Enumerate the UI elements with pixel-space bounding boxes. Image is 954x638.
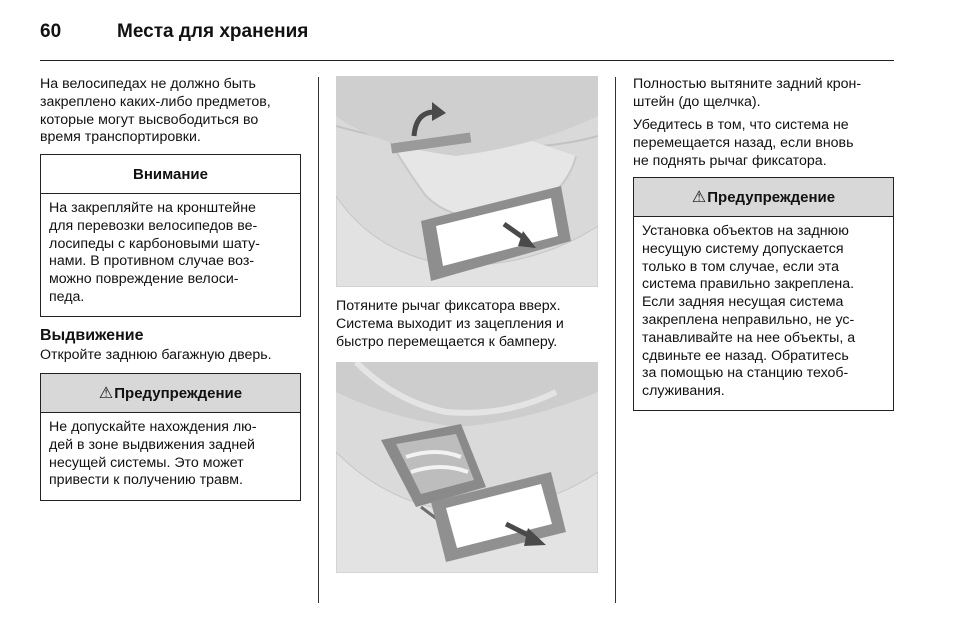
text-line: Убедитесь в том, что система не [633,117,849,133]
text-line: служивания. [642,383,725,400]
text-line: танавливайте на нее объекты, а [642,329,856,346]
paragraph-check [633,117,895,170]
text-line: несущую систему допускается [642,240,844,257]
text-line: Если задняя несущая система [642,294,844,311]
section-heading: Выдвижение [40,327,144,344]
warning-body [41,413,300,490]
text-line: педа. [49,288,85,305]
text-line: закреплена неправильно, не ус- [642,311,855,328]
text-line: Не допускайте нахождения лю- [49,419,257,435]
caution-title: Внимание [41,155,300,194]
column-divider-1 [318,77,319,603]
text-line: быстро перемещается к бамперу. [336,333,558,350]
text-line: На велосипедах не должно быть [40,76,256,92]
warning-triangle-icon: ⚠ [98,385,114,402]
figure-carrier-extend [336,362,598,573]
text-line: только в том случае, если эта [642,258,839,275]
caution-body [41,194,300,307]
warning-triangle-icon: ⚠ [691,189,707,206]
text-line: штейн (до щелчка). [633,93,761,110]
warning-header [41,374,300,413]
text-line: для перевозки велосипедов ве- [49,217,258,234]
text-line: сдвиньте ее назад. Обратитесь [642,347,849,364]
warning-title: Предупреждение [114,384,243,402]
text-line: Установка объектов на заднюю [642,223,849,239]
section-text: Откройте заднюю багажную дверь. [40,347,272,363]
paragraph-extend [633,76,895,112]
text-line: перемещается назад, если вновь [633,134,854,151]
text-line: несущей системы. Это может [49,454,244,471]
text-line: На закрепляйте на кронштейне [49,200,256,216]
text-line: Система выходит из зацепления и [336,315,564,332]
page-number: 60 [40,21,62,42]
figure-lever-pull-up [336,76,598,287]
warning-box-left [40,373,301,501]
caution-box [40,154,301,317]
text-line: закреплено каких-либо предметов, [40,93,271,110]
column-divider-2 [615,77,616,603]
text-line: которые могут высвободиться во [40,111,259,128]
text-line: можно повреждение велоси- [49,271,239,288]
text-line: Полностью вытяните задний крон- [633,76,862,92]
text-line: привести к получению травм. [49,472,243,489]
text-line: не поднять рычаг фиксатора. [633,152,827,169]
text-line: нами. В противном случае воз- [49,253,255,270]
text-line: дей в зоне выдвижения задней [49,436,255,453]
intro-paragraph [40,76,310,147]
text-line: система правильно закреплена. [642,276,855,293]
text-line: Потяните рычаг фиксатора вверх. [336,298,561,314]
text-line: лосипеды с карбоновыми шату- [49,235,260,252]
figure-caption [336,298,606,351]
warning-body [634,217,893,401]
text-line: время транспортировки. [40,129,201,146]
text-line: за помощью на станцию техоб- [642,365,849,382]
warning-title: Предупреждение [707,188,836,206]
header-rule [40,60,894,61]
warning-header [634,178,893,217]
warning-box-right [633,177,894,411]
page-title: Места для хранения [117,21,309,42]
